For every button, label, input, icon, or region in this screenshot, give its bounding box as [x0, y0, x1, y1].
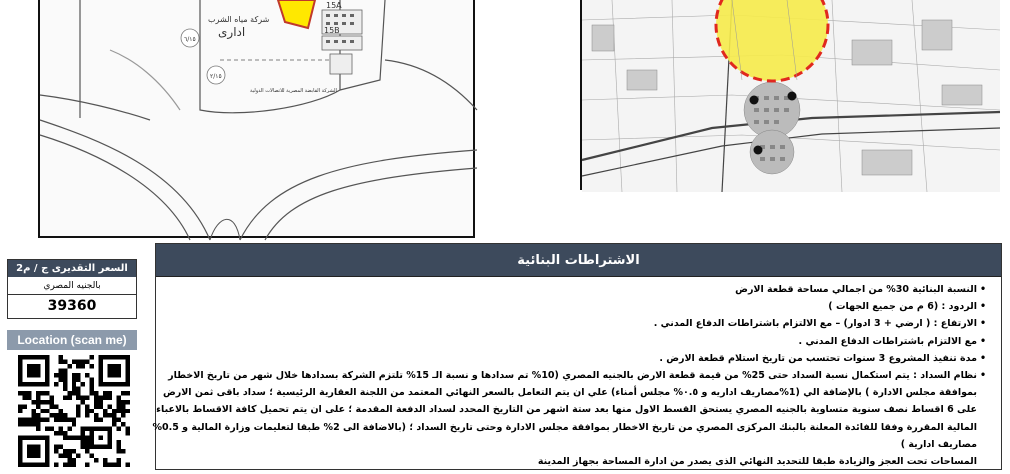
condition-line — [164, 350, 989, 367]
bullet-icon: • — [979, 352, 987, 364]
condition-text: المالية المقررة وفقا للفائدة المعلنة بالبنك المركزى المصري من تاريخ الاخطار بموافقة مجلس الادارة وحتى تاريخ السداد ؛ (بالاضافة الى 2% طبقا لتعليمات وزارة المالية و 0.5% — [152, 421, 977, 433]
condition-text: على 6 اقساط نصف سنوية متساوية بالجنيه المصري يستحق القسط الاول منها بعد ستة اشهر من التاريخ المحدد لسداد الدفعة المقدمة ؛ على ان يتم تحميل كافة الاقساط بالاعباء — [156, 404, 977, 416]
condition-text: بموافقة مجلس الادارة ) بالإضافة الي (1%مصاريف اداريه و ٠.٥% مجلس أمناء) علي ان يتم التعامل بالسعر النهائي المعتمد من اللجنة العقارية الرئيسية ؛ سداد باقى ثمن الارض — [162, 387, 977, 399]
condition-text: مصاريف ادارية ) — [900, 438, 977, 450]
condition-text: النسبة البنائية 30% من اجمالي مساحة قطعة الارض — [735, 284, 977, 295]
conditions-body — [152, 277, 1001, 470]
bullet-icon: • — [979, 318, 987, 330]
map-label-admin: ادارى — [218, 25, 246, 39]
map-label-plot-15b: 15B — [324, 26, 340, 35]
condition-text: المساحات تحت العجز والزيادة طبقا للتحديد النهائي الذى يصدر من ادارة المساحة بجهاز المدينة — [537, 456, 977, 468]
conditions-title: الاشتراطات البنائية — [156, 244, 1001, 277]
site-map-left — [38, 0, 475, 238]
condition-line — [152, 419, 989, 436]
map-label-parcel-1: ٦/١٥ — [184, 36, 196, 43]
price-value: 39360 — [47, 298, 97, 314]
condition-line — [164, 367, 989, 384]
bullet-icon: • — [979, 370, 987, 382]
price-currency: بالجنيه المصري — [8, 277, 136, 295]
condition-text: نظام السداد : يتم استكمال نسبة السداد حتى 25% من قيمة قطعة الارض بالجنيه المصري (10% تم سدادها و نسبة الـ 15% تلتزم الشركة بسدادها خلال شهر من تاريخ الاخطار — [168, 370, 977, 382]
site-map-left-drawing — [40, 0, 477, 240]
condition-text: الارتفاع : ( ارضي + 3 ادوار) – مع الالتزام باشتراطات الدفاع المدني . — [653, 318, 977, 330]
condition-line — [164, 436, 989, 453]
condition-text: الردود : (6 م من جميع الجهات ) — [828, 301, 977, 313]
price-box — [7, 259, 137, 319]
location-label: Location (scan me) — [7, 330, 137, 350]
building-conditions-panel — [152, 243, 1002, 470]
condition-line — [164, 333, 989, 350]
qr-code-icon[interactable] — [18, 355, 130, 467]
price-label: السعر التقديرى ج / م2 — [8, 260, 136, 277]
condition-line — [164, 384, 989, 401]
condition-line — [164, 281, 989, 298]
condition-text: مع الالتزام باشتراطات الدفاع المدني . — [798, 335, 977, 347]
bullet-icon: • — [979, 335, 987, 347]
site-map-right-drawing — [582, 0, 1000, 192]
site-map-right — [580, 0, 998, 190]
map-label-road-note: الشركة القابضة المصرية للاتصالات الدولية — [250, 88, 337, 94]
map-label-water-company: شركة مياه الشرب — [208, 15, 270, 24]
map-label-plot-15a: 15A — [326, 1, 342, 10]
condition-text: مدة تنفيذ المشروع 3 سنوات تحتسب من تاريخ استلام قطعة الارض . — [659, 352, 977, 364]
map-label-parcel-2: ٢/١٥ — [210, 73, 222, 80]
bullet-icon: • — [979, 301, 987, 313]
condition-line — [164, 298, 989, 315]
condition-line — [156, 401, 989, 418]
condition-line — [164, 315, 989, 332]
bullet-icon: • — [979, 284, 987, 295]
condition-line — [164, 453, 989, 470]
